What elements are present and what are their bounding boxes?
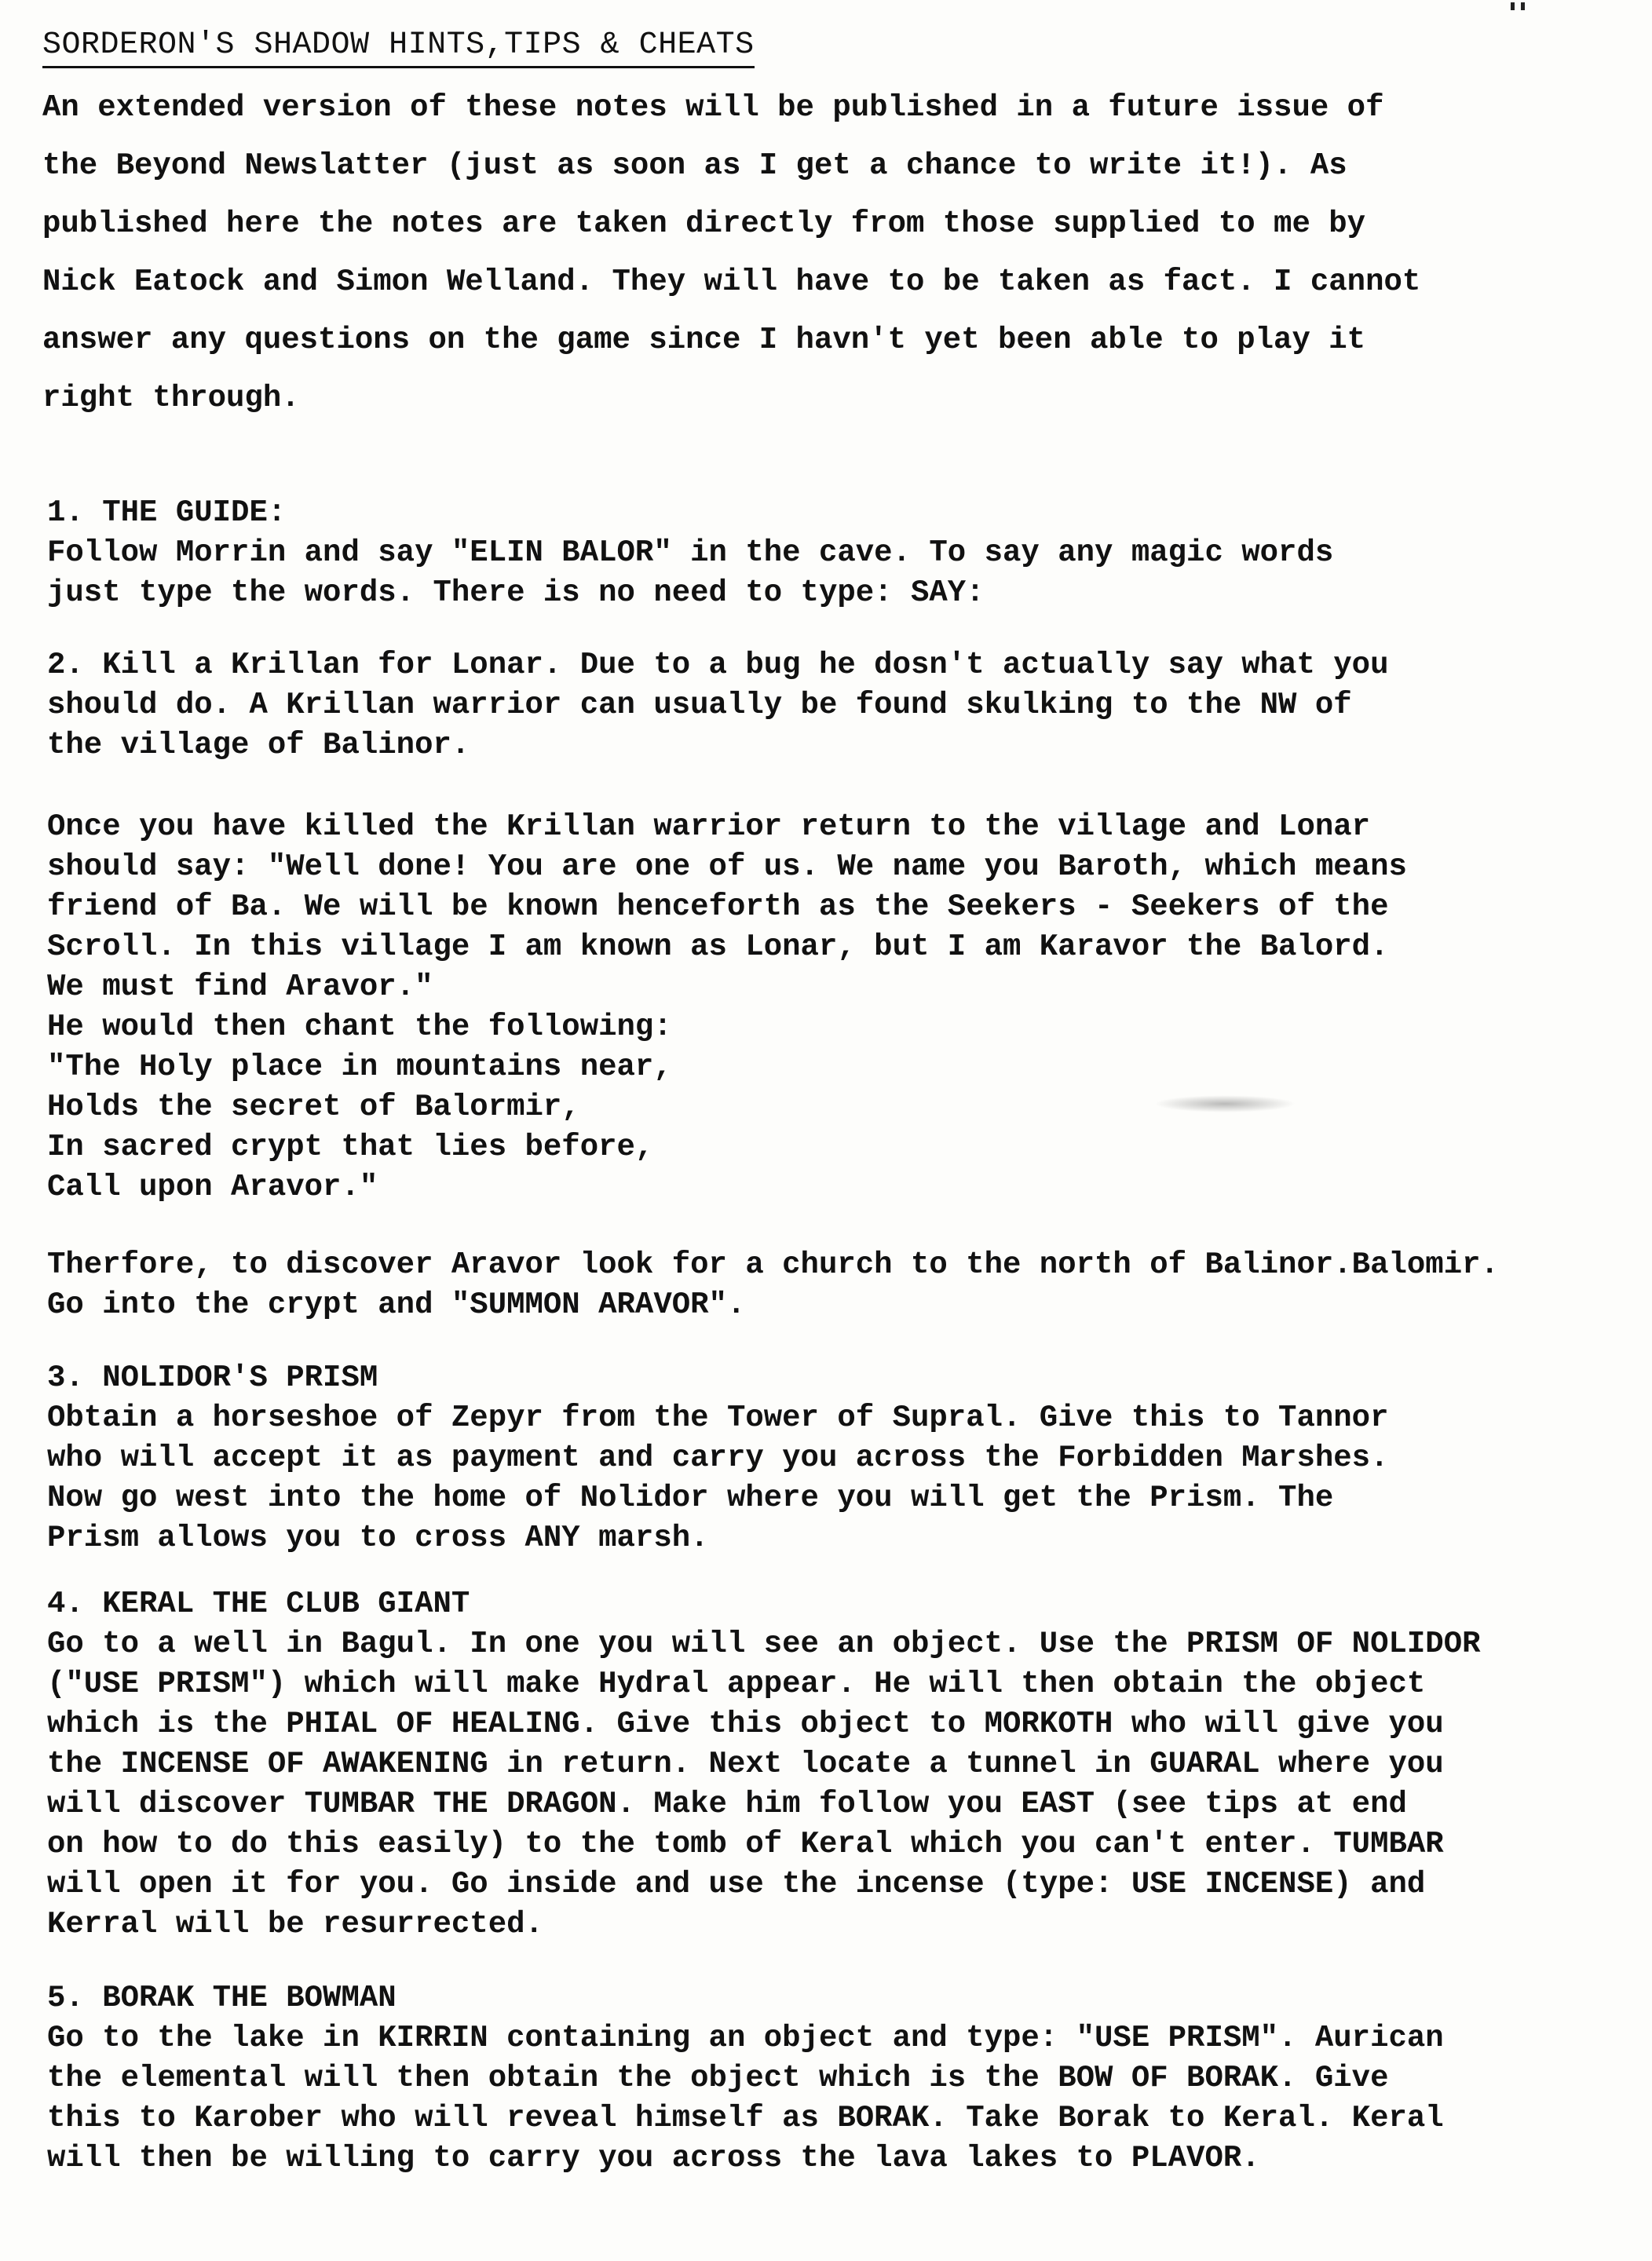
section-borak-bowman [47,1978,1625,2179]
section-line: Go to a well in Bagul. In one you will see an object. Use the PRISM OF NOLIDOR [47,1627,1481,1661]
chant-line: In sacred crypt that lies before, [47,1130,654,1164]
intro-line: answer any questions on the game since I havn't yet been able to play it [42,323,1366,357]
scan-smudge [1154,1095,1296,1112]
section-line: the INCENSE OF AWAKENING in return. Next locate a tunnel in GUARAL where you [47,1747,1444,1781]
chant-line: Holds the secret of Balormir, [47,1090,580,1124]
section-summon-aravor [47,1245,1625,1325]
section-line: ("USE PRISM") which will make Hydral appear. He will then obtain the object [47,1667,1426,1701]
section-line: should say: "Well done! You are one of us. We name you Baroth, which means [47,849,1407,884]
section-line: the village of Balinor. [47,728,470,762]
section-line: 2. Kill a Krillan for Lonar. Due to a bug he dosn't actually say what you [47,648,1389,682]
section-line: who will accept it as payment and carry you across the Forbidden Marshes. [47,1441,1389,1475]
section-line: which is the PHIAL OF HEALING. Give this object to MORKOTH who will give you [47,1707,1444,1741]
section-heading: 1. THE GUIDE: [47,495,287,530]
section-line: Obtain a horseshoe of Zepyr from the Tower of Supral. Give this to Tannor [47,1401,1389,1435]
section-line: Scroll. In this village I am known as Lonar, but I am Karavor the Balord. [47,930,1389,964]
section-line: should do. A Krillan warrior can usually be found skulking to the NW of [47,688,1352,722]
section-nolidors-prism [47,1358,1625,1558]
section-line: Kerral will be resurrected. [47,1907,543,1941]
section-line: Go to the lake in KIRRIN containing an object and type: "USE PRISM". Aurican [47,2021,1444,2055]
section-line: just type the words. There is no need to type: SAY: [47,575,985,610]
section-line: Follow Morrin and say "ELIN BALOR" in the cave. To say any magic words [47,535,1334,570]
intro-line: Nick Eatock and Simon Welland. They will have to be taken as fact. I cannot [42,265,1421,299]
section-keral-club-giant [47,1584,1625,1945]
section-line: Prism allows you to cross ANY marsh. [47,1521,709,1555]
section-heading: 4. KERAL THE CLUB GIANT [47,1587,470,1621]
chant-line: Call upon Aravor." [47,1170,378,1204]
corner-mark [1511,0,1558,9]
chant-line: "The Holy place in mountains near, [47,1050,672,1084]
section-line: Therfore, to discover Aravor look for a church to the north of Balinor.Balomir. [47,1247,1499,1282]
section-line: Now go west into the home of Nolidor where you will get the Prism. The [47,1481,1334,1515]
section-line: will then be willing to carry you across the lava lakes to PLAVOR. [47,2141,1260,2175]
section-line: We must find Aravor." [47,970,433,1004]
intro-line: published here the notes are taken directly from those supplied to me by [42,206,1366,241]
section-line: the elemental will then obtain the object which is the BOW OF BORAK. Give [47,2061,1389,2095]
section-line: friend of Ba. We will be known henceforth as the Seekers - Seekers of the [47,889,1389,924]
section-kill-krillan [47,645,1625,765]
section-line: Go into the crypt and "SUMMON ARAVOR". [47,1288,746,1322]
section-heading: 3. NOLIDOR'S PRISM [47,1361,378,1395]
intro-line: An extended version of these notes will be published in a future issue of [42,90,1384,125]
section-line: will open it for you. Go inside and use the incense (type: USE INCENSE) and [47,1867,1426,1901]
section-line: on how to do this easily) to the tomb of Keral which you can't enter. TUMBAR [47,1827,1444,1861]
section-lonar-chant [47,807,1625,1207]
intro-paragraph [42,79,1581,427]
section-heading: 5. BORAK THE BOWMAN [47,1981,397,2015]
section-the-guide [47,493,1625,613]
section-line: Once you have killed the Krillan warrior return to the village and Lonar [47,809,1371,844]
section-line: will discover TUMBAR THE DRAGON. Make him follow you EAST (see tips at end [47,1787,1407,1821]
intro-line: the Beyond Newslatter (just as soon as I get a chance to write it!). As [42,148,1347,183]
section-line: He would then chant the following: [47,1010,672,1044]
section-line: this to Karober who will reveal himself as BORAK. Take Borak to Keral. Keral [47,2101,1444,2135]
intro-line: right through. [42,381,300,415]
page-title: SORDERON'S SHADOW HINTS,TIPS & CHEATS [42,27,755,68]
